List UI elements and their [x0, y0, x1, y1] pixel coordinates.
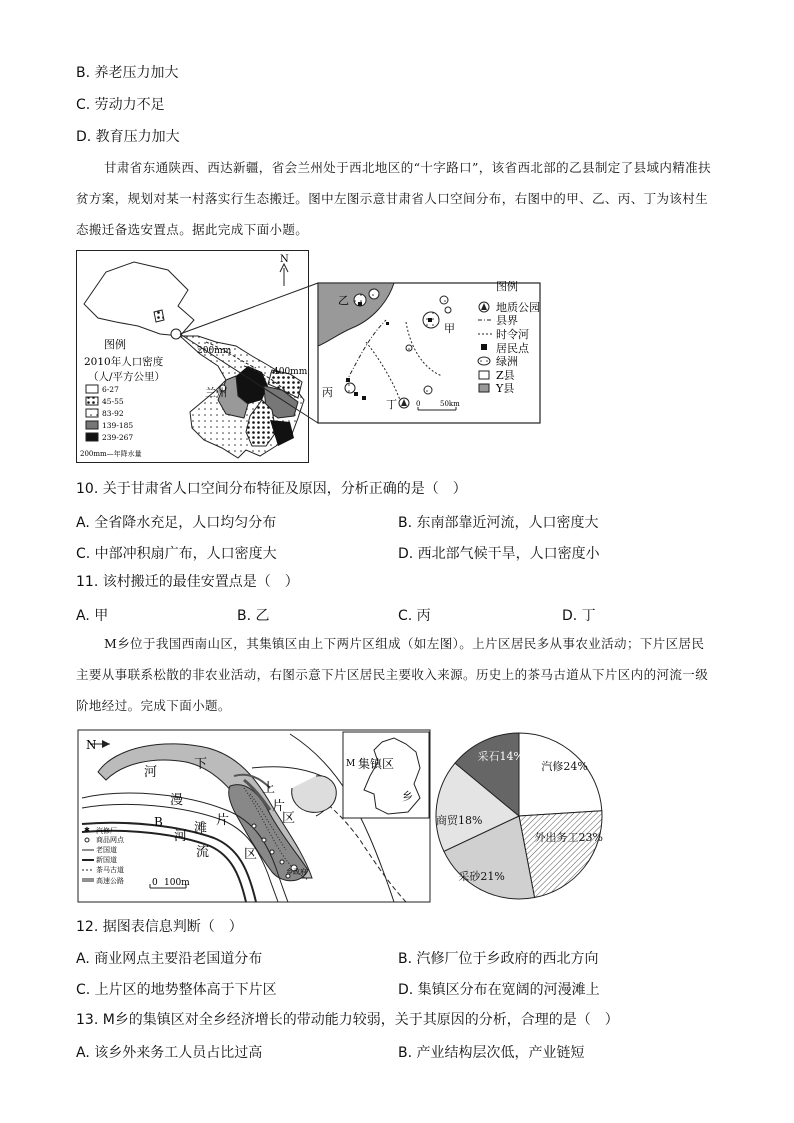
q10-option-a: A. 全省降水充足，人口均匀分布 — [76, 515, 277, 531]
site-yi: 乙 — [338, 294, 349, 307]
legend-title: 图例 — [104, 338, 126, 351]
q10-option-d: D. 西北部气候干旱，人口密度小 — [398, 546, 600, 562]
q11-option-c: C. 丙 — [398, 608, 431, 624]
label-shang-qu: 区 — [282, 811, 296, 826]
legend-tea-horse: 茶马古道 — [96, 866, 124, 874]
pie-label-汽修: 汽修24% — [541, 760, 588, 774]
site-ding: 丁 — [386, 398, 397, 411]
passage-m-township: M乡位于我国西南山区，其集镇区由上下两片区组成（如左图）。上片区居民多从事农业活动；下片区居民主要从事联系松散的非农业活动，右图示意下片区居民主要收入来源。历史上的茶马古道从下片区内的河流一级阶地经过。完成下面小题。 — [76, 636, 709, 713]
inset-map — [343, 732, 429, 818]
q11-option-a: A. 甲 — [76, 608, 109, 624]
pie-slice-汽修 — [519, 733, 602, 816]
pie-label-采砂: 采砂21% — [458, 869, 505, 883]
label-b: B — [154, 815, 163, 829]
density-class-5: 239-267 — [102, 433, 134, 442]
scale-zero-2: 0 — [152, 878, 158, 888]
site-bing: 丙 — [322, 386, 333, 399]
inset-town: 集镇区 — [358, 757, 395, 771]
density-title: 2010年人口密度 — [84, 356, 164, 368]
legend-old-road: 老国道 — [96, 846, 117, 854]
north-label: N — [280, 254, 289, 265]
svg-text:✱: ✱ — [84, 826, 90, 834]
inset-m: M — [346, 759, 356, 769]
north-label-2: N — [86, 738, 97, 752]
gansu-figure — [76, 250, 606, 464]
label-pian: 片 — [216, 813, 230, 828]
q11-option-b: B. 乙 — [237, 608, 270, 624]
density-class-2: 45-55 — [102, 397, 124, 406]
legend-new-road: 新国道 — [96, 856, 117, 864]
q10-option-b: B. 东南部靠近河流，人口密度大 — [398, 515, 599, 531]
label-xia: 下 — [194, 757, 208, 772]
label-man: 漫 — [170, 793, 184, 808]
label-he-2: 河 — [174, 829, 188, 844]
label-he: 河 — [144, 765, 158, 780]
pie-label-采石: 采石14% — [477, 750, 524, 764]
legend-z-county: Z县 — [496, 369, 515, 382]
q12-stem: 12. 据图表信息判断（ ） — [76, 919, 243, 935]
legend-y-county: Y县 — [496, 382, 515, 395]
label-tan: 滩 — [194, 821, 208, 836]
label-liu: 流 — [196, 845, 210, 860]
label-township-gov: 乡政府 — [286, 868, 307, 876]
iso-200-label: 200mm — [197, 346, 232, 356]
density-class-1: 6-27 — [102, 385, 119, 394]
legend-geopark: 地质公园 — [496, 301, 540, 314]
pie-label-商贸: 商贸18% — [436, 814, 483, 828]
q12-option-d: D. 集镇区分布在宽阔的河漫滩上 — [398, 982, 600, 998]
legend-expressway: 高速公路 — [96, 877, 124, 885]
lanzhou-label: 兰州 — [205, 386, 227, 399]
q10-option-c: C. 中部冲积扇广布，人口密度大 — [76, 546, 277, 562]
m-township-figure — [76, 728, 606, 906]
precip-legend: 200mm—年降水量 — [80, 450, 142, 458]
inset-xiang: 乡 — [402, 790, 413, 803]
density-unit: （人/平方公里） — [88, 371, 166, 383]
q9-option-b: B. 养老压力加大 — [76, 65, 179, 81]
q11-stem: 11. 该村搬迁的最佳安置点是（ ） — [76, 574, 299, 590]
legend-repair: 汽修厂 — [96, 827, 117, 835]
legend-settlement: 居民点 — [496, 342, 529, 355]
q12-option-b: B. 汽修厂位于乡政府的西北方向 — [398, 951, 599, 967]
density-class-3: 83-92 — [102, 409, 124, 418]
pie-label-外出务工: 外出务工23% — [534, 830, 604, 844]
q13-option-a: A. 该乡外来务工人员占比过高 — [76, 1045, 263, 1061]
q12-option-c: C. 上片区的地势整体高于下片区 — [76, 982, 277, 998]
density-class-4: 139-185 — [102, 421, 134, 430]
q9-option-c: C. 劳动力不足 — [76, 97, 165, 113]
legend-seasonal-river: 时令河 — [496, 328, 529, 341]
legend-oasis: 绿洲 — [496, 355, 518, 368]
q13-option-b: B. 产业结构层次低，产业链短 — [398, 1045, 585, 1061]
q10-stem: 10. 关于甘肃省人口空间分布特征及原因，分析正确的是（ ） — [76, 481, 467, 497]
q9-option-d: D. 教育压力加大 — [76, 129, 180, 145]
q12-option-a: A. 商业网点主要沿老国道分布 — [76, 951, 263, 967]
scale-zero: 0 — [416, 400, 421, 408]
label-shang: 上 — [262, 781, 276, 796]
legend-county-border: 县界 — [496, 314, 518, 327]
passage-gansu: 甘肃省东通陕西、西达新疆，省会兰州处于西北地区的“十字路口”，该省西北部的乙县制定了县域内精准扶贫方案，规划对某一村落实行生态搬迁。图中左图示意甘肃省人口空间分布，右图中的甲、乙、丙、丁为该村生态搬迁备选安置点。据此完成下面小题。 — [76, 160, 711, 237]
iso-400-label: 400mm — [273, 367, 308, 377]
q13-stem: 13. M乡的集镇区对全乡经济增长的带动能力较弱，关于其原因的分析，合理的是（ ） — [76, 1012, 619, 1028]
income-pie-chart — [436, 733, 603, 899]
scale-label-2: 100m — [164, 878, 190, 888]
detail-legend-title: 图例 — [496, 280, 518, 293]
label-qu: 区 — [244, 847, 258, 862]
legend-shops: 商品网点 — [96, 836, 124, 844]
scale-label: 50km — [440, 400, 460, 408]
q11-option-d: D. 丁 — [562, 608, 596, 624]
label-shang-pian: 片 — [272, 799, 286, 814]
site-jia: 甲 — [444, 322, 455, 335]
